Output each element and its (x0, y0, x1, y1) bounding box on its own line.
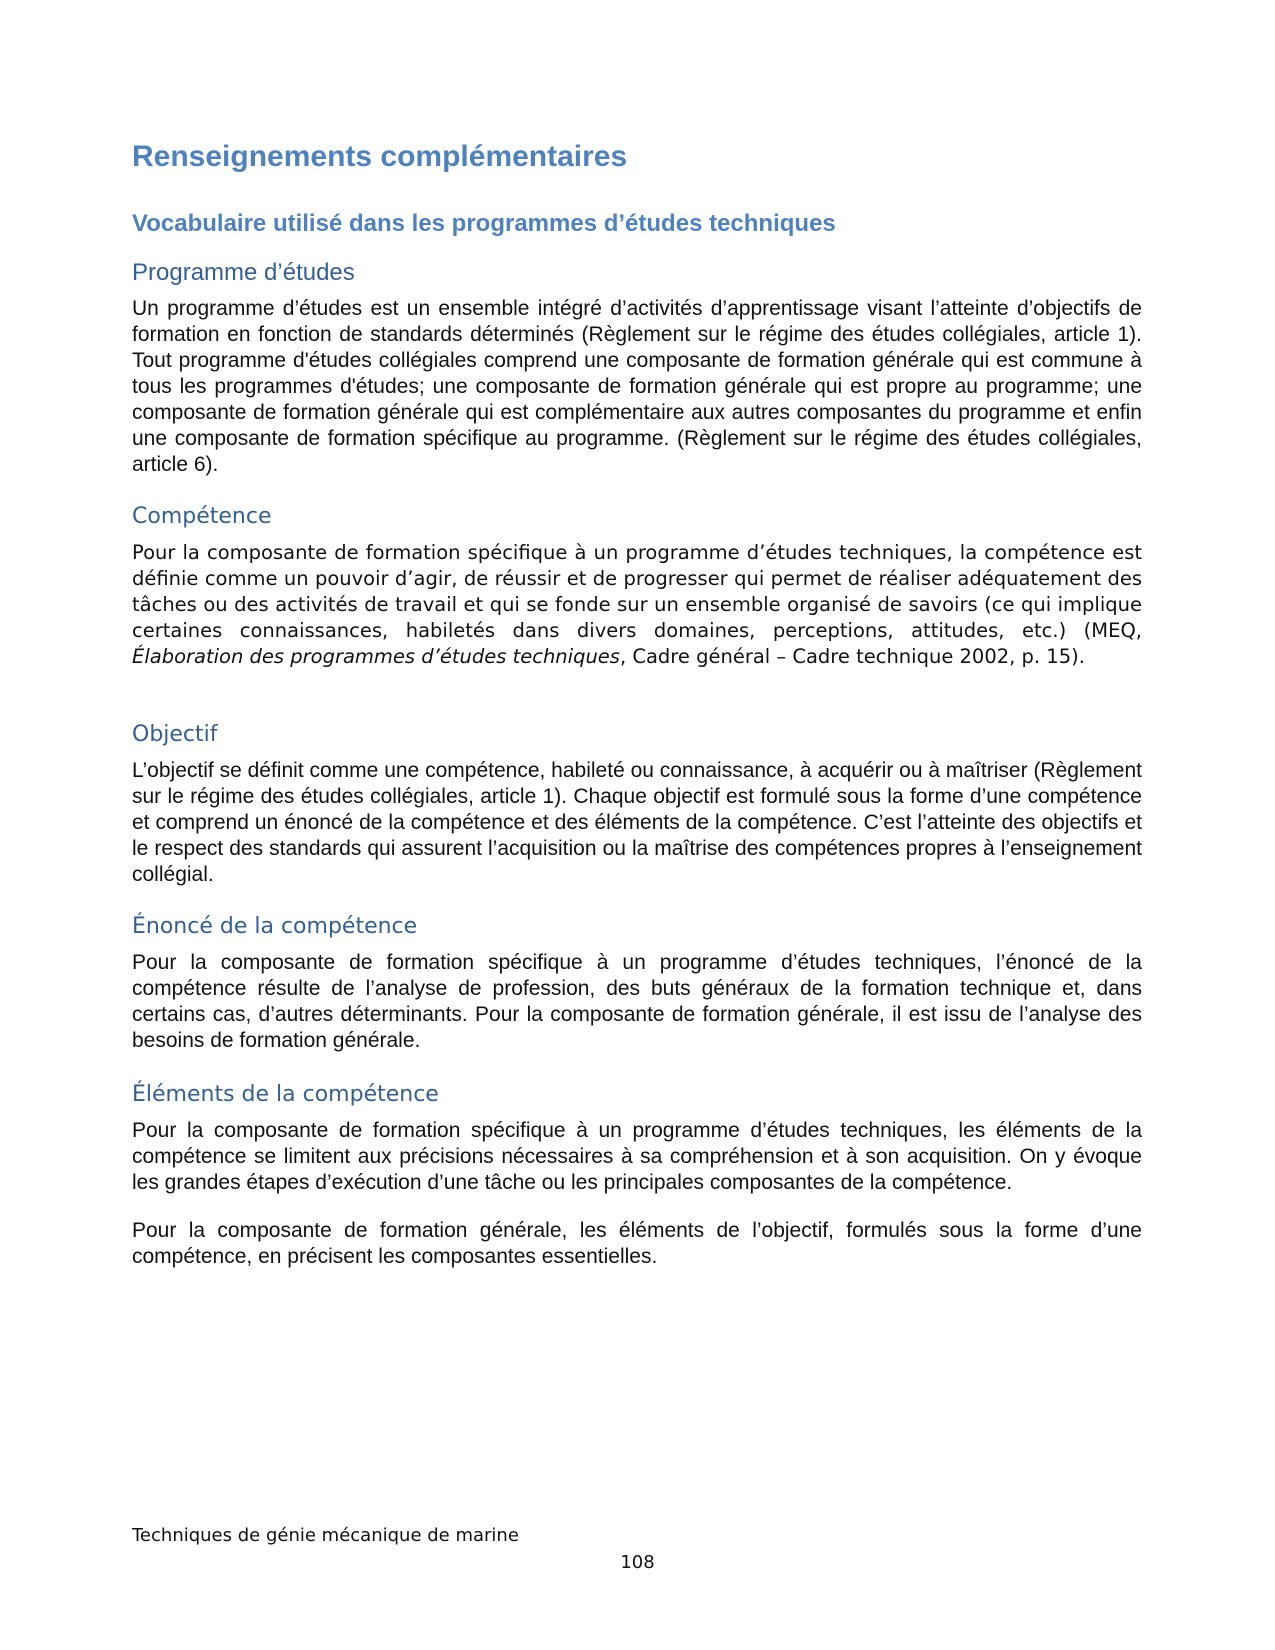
section-objectif (132, 720, 1142, 888)
paragraph-competence-text-2: , Cadre général – Cadre technique 2002, p. 15). (619, 645, 1085, 668)
paragraph-objectif: L’objectif se définit comme une compétence, habileté ou connaissance, à acquérir ou à maîtriser (Règlement sur le régime des études collégiales, article 1). Chaque objectif est formulé sous la forme d’une compétence et comprend un énoncé de la compétence et des éléments de la compétence. C’est l’atteinte des objectifs et le respect des standards qui assurent l’acquisition ou la maîtrise des compétences propres à l’enseignement collégial. (132, 759, 1142, 886)
paragraph-elements-2: Pour la composante de formation générale, les éléments de l’objectif, formulés sous la forme d’une compétence, en précisent les composantes essentielles. (132, 1219, 1142, 1268)
section-heading: Vocabulaire utilisé dans les programmes d’études techniques (132, 210, 836, 237)
section-title-elements: Éléments de la compétence (132, 1082, 439, 1107)
paragraph-enonce: Pour la composante de formation spécifique à un programme d’études techniques, l’énoncé de la compétence résulte de l’analyse de profession, des buts généraux de la formation technique et, dans certains cas, d’autres déterminants. Pour la composante de formation générale, il est issu de l’analyse des besoins de formation générale. (132, 951, 1142, 1052)
section-elements (132, 1080, 1142, 1270)
page-number: 108 (620, 1552, 655, 1573)
paragraph-elements-1: Pour la composante de formation spécifique à un programme d’études techniques, les éléments de la compétence se limitent aux précisions nécessaires à sa compréhension et à son acquisition. On y évoque les grandes étapes d’exécution d’une tâche ou les principales composantes de la compétence. (132, 1119, 1142, 1194)
section-enonce (132, 912, 1142, 1054)
paragraph-competence (132, 540, 1142, 670)
section-title-enonce: Énoncé de la compétence (132, 914, 418, 939)
section-competence (132, 502, 1142, 670)
footer-program-name: Techniques de génie mécanique de marine (132, 1525, 519, 1546)
page-title: Renseignements complémentaires (132, 140, 628, 173)
paragraph-competence-title-ref: Élaboration des programmes d’études techniques (132, 645, 620, 668)
section-title-competence: Compétence (132, 504, 272, 529)
paragraph-programme: Un programme d’études est un ensemble intégré d’activités d’apprentissage visant l’atteinte d’objectifs de formation en fonction de standards déterminés (Règlement sur le régime des études collégiales, article 1). Tout programme d'études collégiales comprend une composante de formation générale qui est commune à tous les programmes d'études; une composante de formation générale qui est propre au programme; une composante de formation générale qui est complémentaire aux autres composantes du programme et enfin une composante de formation spécifique au programme. (Règlement sur le régime des études collégiales, article 6). (132, 297, 1142, 476)
section-title-programme: Programme d’études (132, 259, 355, 286)
section-title-objectif: Objectif (132, 722, 218, 747)
section-programme (132, 258, 1142, 478)
paragraph-competence-text-1: Pour la composante de formation spécifique à un programme d’études techniques, la compétence est définie comme un pouvoir d’agir, de réussir et de progresser qui permet de réaliser adéquatement des tâches ou des activités de travail et qui se fonde sur un ensemble organisé de savoirs (ce qui implique certaines connaissances, habiletés dans divers domaines, perceptions, attitudes, etc.) (MEQ, (132, 541, 1142, 642)
